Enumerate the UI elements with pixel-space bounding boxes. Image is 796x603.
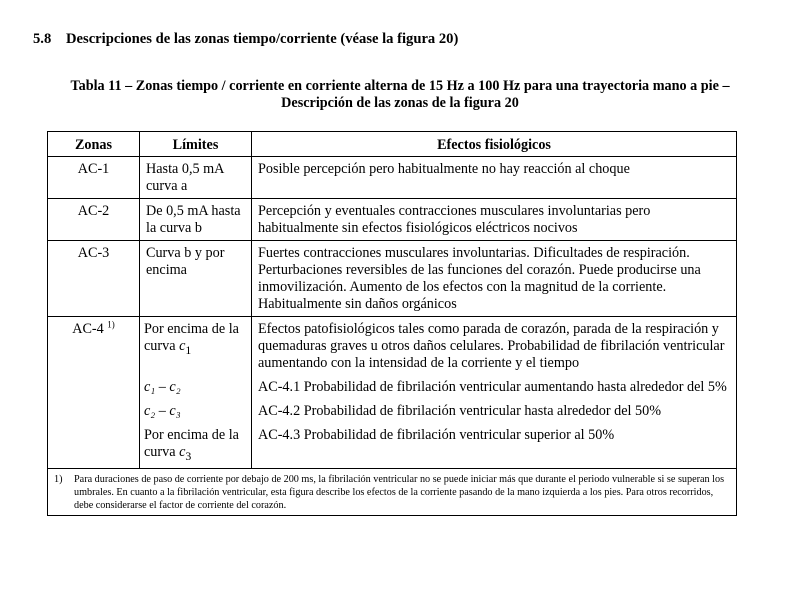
zone-cell: AC-1 <box>48 157 140 199</box>
footnote-ref: 1) <box>107 319 115 330</box>
footnote-text: Para duraciones de paso de corriente por debajo de 200 ms, la fibrilación ventricular no se puede iniciar más que durante el periodo vulnerable si se superan los umbrales. En cuanto a la fibrilación ventricular, esta figura describe los efectos de la corriente pasando de la mano izquierda a los pies. Para otros recorridos, debe considerarse el factor de corriente del corazón. <box>74 474 725 511</box>
limits-variable: c <box>179 338 186 354</box>
limits-text: Por encima de la curva <box>144 321 239 354</box>
effects-cell: Posible percepción pero habitualmente no hay reacción al choque <box>252 157 737 199</box>
zone-cell: AC-3 <box>48 241 140 317</box>
effects-subrow: AC-4.3 Probabilidad de fibrilación ventricular superior al 50% <box>258 427 615 443</box>
limits-subscript: 1 <box>185 342 192 357</box>
limits-subrow <box>140 399 251 423</box>
zone-label: AC-4 <box>72 321 104 337</box>
section-number: 5.8 <box>33 31 52 47</box>
effects-cell: Percepción y eventuales contracciones musculares involuntarias pero habitualmente sin efectos fisiológicos eléctricos nocivos <box>252 199 737 241</box>
footnote-marker: 1) <box>54 474 63 485</box>
effects-subrow: Efectos patofisiológicos tales como parada de corazón, parada de la respiración y quemaduras graves u otros daños celulares. Probabilidad de fibrilación ventricular aumentando con la intensidad de la corriente y el tiempo <box>258 321 725 371</box>
effects-subrow: AC-4.2 Probabilidad de fibrilación ventricular hasta alrededor del 50% <box>258 403 662 419</box>
zone-cell: AC-2 <box>48 199 140 241</box>
table-caption-line-2: Descripción de las zonas de la figura 20 <box>281 95 519 111</box>
limits-subrow <box>140 375 251 399</box>
effects-cell <box>252 317 737 469</box>
table-caption <box>30 78 770 112</box>
limits-expression: c₁ – c₂ <box>144 379 181 395</box>
table-row-ac4 <box>48 317 737 469</box>
limits-cell <box>140 317 252 469</box>
table-row-ac1 <box>48 157 737 199</box>
header-efectos: Efectos fisiológicos <box>252 132 737 157</box>
header-limites: Límites <box>140 132 252 157</box>
section-heading <box>33 31 458 48</box>
effects-cell: Fuertes contracciones musculares involuntarias. Dificultades de respiración. Perturbaciones reversibles de las funciones del corazón. Puede producirse una inmovilización. Aumento de los efectos con la magnitud de la corriente. Habitualmente sin daños orgánicos <box>252 241 737 317</box>
limits-expression: c₂ – c₃ <box>144 403 181 419</box>
limits-variable: c <box>179 444 186 460</box>
table-header-row <box>48 132 737 157</box>
section-title: Descripciones de las zonas tiempo/corriente (véase la figura 20) <box>66 31 459 47</box>
zones-table <box>47 131 737 516</box>
limits-cell: De 0,5 mA hasta la curva b <box>140 199 252 241</box>
table-caption-line-1: Tabla 11 – Zonas tiempo / corriente en corriente alterna de 15 Hz a 100 Hz para una trayectoria mano a pie – <box>70 78 730 94</box>
limits-cell: Curva b y por encima <box>140 241 252 317</box>
table-footnote-row <box>48 469 737 516</box>
limits-cell: Hasta 0,5 mA curva a <box>140 157 252 199</box>
header-zonas: Zonas <box>48 132 140 157</box>
zone-cell <box>48 317 140 469</box>
table-row-ac2 <box>48 199 737 241</box>
limits-text: Por encima de la curva <box>144 427 239 460</box>
effects-subrow: AC-4.1 Probabilidad de fibrilación ventricular aumentando hasta alrededor del 5% <box>258 379 727 395</box>
limits-subrow <box>140 317 251 375</box>
table-row-ac3 <box>48 241 737 317</box>
limits-subscript: 3 <box>185 448 192 463</box>
footnote-cell <box>48 469 737 516</box>
limits-subrow <box>140 423 251 468</box>
